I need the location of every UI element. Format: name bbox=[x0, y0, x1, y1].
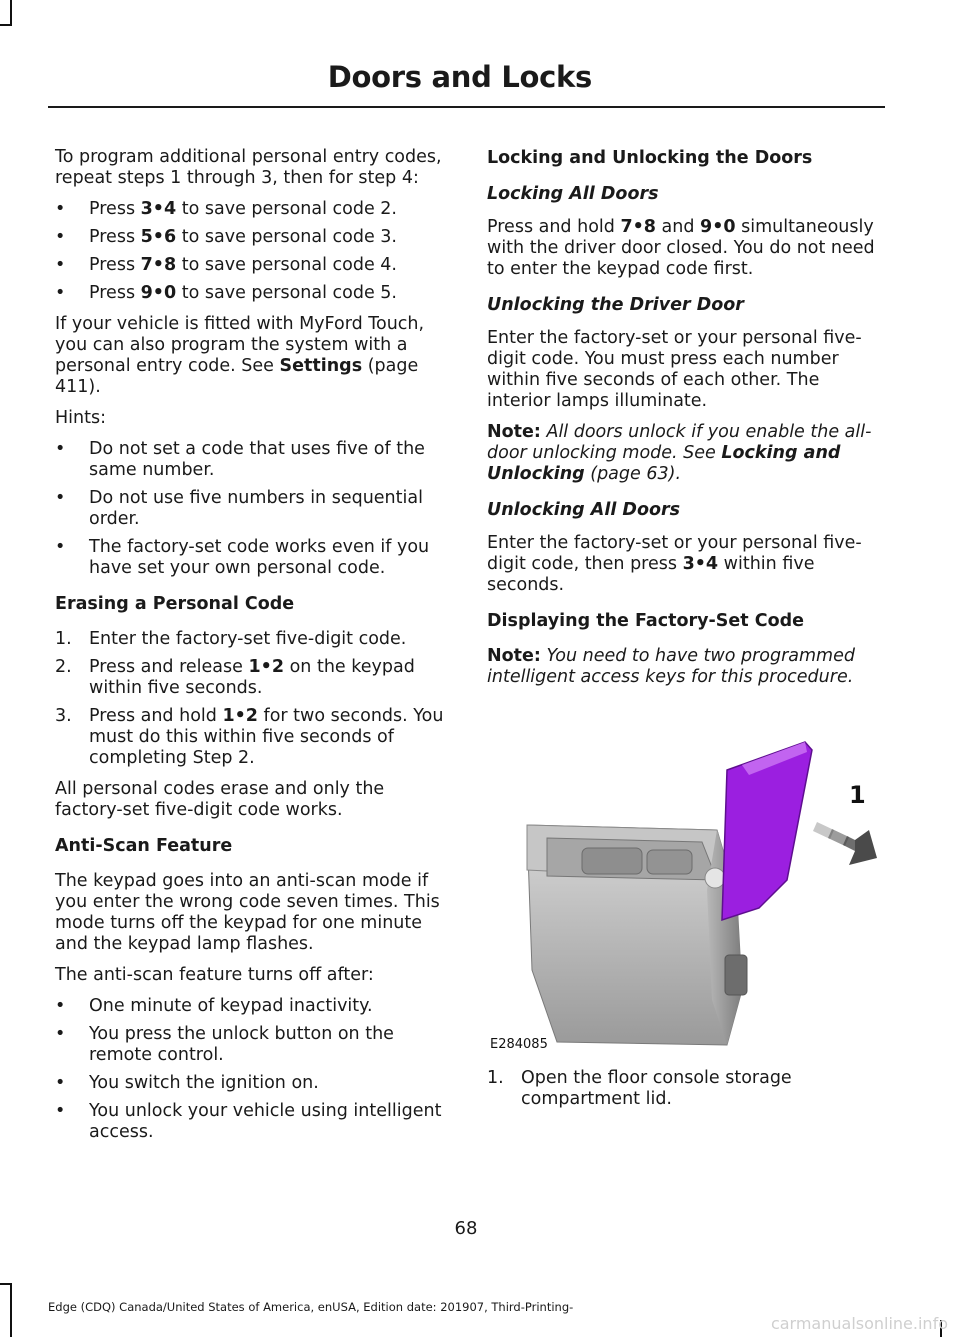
hints-label: Hints: bbox=[55, 408, 106, 428]
lock-unlock-heading: Locking and Unlocking the Doors bbox=[487, 148, 813, 168]
erasing-steps bbox=[55, 629, 447, 769]
note-1: Note: All doors unlock if you enable the all-door unlocking mode. See Locking and Unlocking (page 63). bbox=[487, 422, 872, 484]
figure-id: E284085 bbox=[490, 1037, 548, 1052]
note-2: Note: You need to have two programmed intelligent access keys for this procedure. bbox=[487, 646, 855, 687]
list-item: 3. Press and hold 1•2 for two seconds. You must do this within five seconds of completing Step 2. bbox=[55, 706, 444, 768]
page-title: Doors and Locks bbox=[327, 60, 592, 94]
watermark: carmanualsonline.info bbox=[770, 1314, 948, 1333]
list-item: • You unlock your vehicle using intelligent access. bbox=[55, 1101, 442, 1142]
antiscan-off-label: The anti-scan feature turns off after: bbox=[55, 965, 374, 985]
locking-unlocking-link[interactable]: Locking and Unlocking bbox=[487, 443, 841, 484]
crop-mark bbox=[0, 24, 12, 26]
figure-callout-1: 1 bbox=[849, 781, 866, 809]
list-item: • Press 5•6 to save personal code 3. bbox=[55, 227, 397, 247]
left-column bbox=[55, 147, 447, 1153]
unlock-all-paragraph: Enter the factory-set or your personal five-digit code, then press 3•4 within five seconds. bbox=[487, 533, 862, 595]
list-item: 1. Open the floor console storage compartment lid. bbox=[487, 1068, 792, 1109]
list-item: • Do not use five numbers in sequential order. bbox=[55, 488, 423, 529]
crop-mark bbox=[10, 0, 12, 26]
display-code-heading: Displaying the Factory-Set Code bbox=[487, 611, 804, 631]
erase-result: All personal codes erase and only the factory-set five-digit code works. bbox=[55, 779, 385, 820]
console-lid-illustration bbox=[487, 730, 887, 1060]
open-arrow-icon bbox=[813, 822, 877, 865]
header-divider bbox=[48, 106, 885, 108]
antiscan-heading: Anti-Scan Feature bbox=[55, 836, 233, 856]
erasing-heading: Erasing a Personal Code bbox=[55, 594, 295, 614]
list-item: 2. Press and release 1•2 on the keypad within five seconds. bbox=[55, 657, 415, 698]
intro-paragraph: To program additional personal entry codes, repeat steps 1 through 3, then for step 4: bbox=[55, 147, 442, 188]
list-item: • The factory-set code works even if you have set your own personal code. bbox=[55, 537, 430, 578]
list-item: • Press 9•0 to save personal code 5. bbox=[55, 283, 397, 303]
list-item: • Press 7•8 to save personal code 4. bbox=[55, 255, 397, 275]
right-column bbox=[487, 147, 879, 698]
myford-paragraph: If your vehicle is fitted with MyFord Touch, you can also program the system with a personal entry code. See Settings (page 411). bbox=[55, 314, 425, 397]
crop-mark bbox=[0, 1283, 12, 1285]
list-item: • Press 3•4 to save personal code 2. bbox=[55, 199, 397, 219]
crop-mark bbox=[10, 1283, 12, 1337]
hints-list bbox=[55, 439, 447, 579]
unlock-driver-subheading: Unlocking the Driver Door bbox=[487, 295, 744, 315]
unlock-driver-paragraph: Enter the factory-set or your personal five-digit code. You must press each number within five seconds of each other. The interior lamps illuminate. bbox=[487, 328, 862, 411]
footer-text: Edge (CDQ) Canada/United States of America, enUSA, Edition date: 201907, Third-Printing- bbox=[48, 1300, 574, 1314]
locking-all-subheading: Locking All Doors bbox=[487, 184, 659, 204]
page-number: 68 bbox=[454, 1218, 478, 1239]
antiscan-paragraph: The keypad goes into an anti-scan mode if you enter the wrong code seven times. This mode turns off the keypad for one minute and the keypad lamp flashes. bbox=[55, 871, 440, 954]
list-item: • You press the unlock button on the remote control. bbox=[55, 1024, 394, 1065]
list-item: • You switch the ignition on. bbox=[55, 1073, 319, 1093]
list-item: 1. Enter the factory-set five-digit code. bbox=[55, 629, 407, 649]
list-item: • One minute of keypad inactivity. bbox=[55, 996, 373, 1016]
lid-shape bbox=[722, 742, 812, 920]
figure-step bbox=[487, 1068, 879, 1120]
unlock-all-subheading: Unlocking All Doors bbox=[487, 500, 681, 520]
antiscan-list bbox=[55, 996, 447, 1143]
settings-link[interactable]: Settings bbox=[279, 356, 363, 376]
locking-all-paragraph: Press and hold 7•8 and 9•0 simultaneously with the driver door closed. You do not need to enter the keypad code first. bbox=[487, 217, 875, 279]
save-code-list bbox=[55, 199, 447, 304]
list-item: • Do not set a code that uses five of the same number. bbox=[55, 439, 425, 480]
